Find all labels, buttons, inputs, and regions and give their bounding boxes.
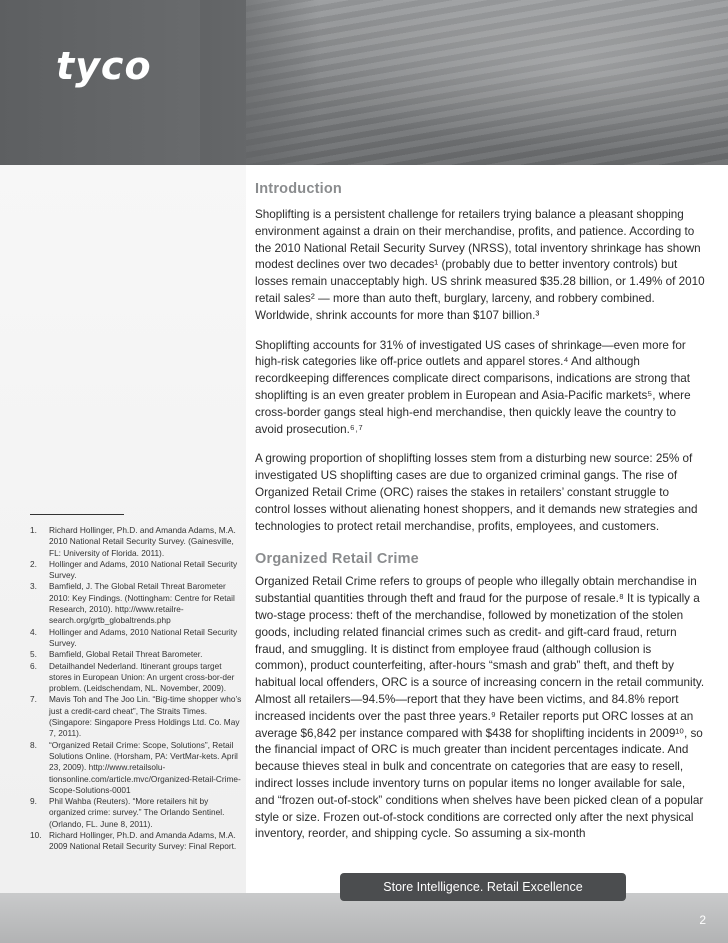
footnote-rule xyxy=(30,514,124,515)
footnote-text: Mavis Toh and The Joo Lin. “Big-time shopper who’s just a credit-card cheat”, The Straits Times. (Singapore: Singapore Press Holdings Ltd. Co. May 7, 2011). xyxy=(49,694,242,739)
intro-paragraph-3: A growing proportion of shoplifting losses stem from a disturbing new source: 25% of investigated US shoplifting cases are due to organized criminal gangs. The rise of Organized Retail Crime (ORC) raises the stakes in retailers’ constant struggle to control losses without alienating honest shoppers, and it demands new strategies and technologies to protect retail merchandise, profits, employees, and customers. xyxy=(255,452,698,533)
footnote-text: Bamfield, J. The Global Retail Threat Barometer 2010: Key Findings. (Nottingham: Centre for Retail Research, 2010). http://www.retailre-search.org/grtb_globaltrends.php xyxy=(49,581,235,626)
footnote-text: “Organized Retail Crime: Scope, Solutions”, Retail Solutions Online. (Horsham, PA: VertMar-kets. April 23, 2009). http://www.retailsolu-tionsonline.com/article.mvc/Organized-Retail-Crime-Scope-Solutions-0001 xyxy=(49,739,241,795)
footnote xyxy=(30,740,242,796)
footnote-text: Detailhandel Nederland. Itinerant groups target stores in European Union: An urgent cross-bor-der problem. (Leidschendam, NL. November, 2009). xyxy=(49,660,235,694)
footnote xyxy=(30,525,242,559)
footnote-number: 4. xyxy=(30,626,37,637)
tyco-logo: tyco xyxy=(56,44,152,88)
main-content xyxy=(255,181,705,843)
footnote xyxy=(30,627,242,650)
footnote-number: 1. xyxy=(30,525,37,535)
footnote xyxy=(30,796,242,830)
section-heading-introduction: Introduction xyxy=(255,181,342,197)
intro-paragraph-1: Shoplifting is a persistent challenge for retailers trying balance a pleasant shopping environment against a drain on their merchandise, profits, and patience. According to the 2010 National Retail Security Survey (NRSS), total inventory shrinkage has shown modest declines over two decades¹ (probably due to better inventory controls) but losses remain unacceptably high. US shrink measured $35.28 billion, or 1.49% of 2010 retail sales² — more than auto theft, burglary, larceny, and robbery combined. Worldwide, shrink accounts for more than $107 billion.³ xyxy=(255,208,705,322)
footnote xyxy=(30,649,242,660)
footnote-number: 5. xyxy=(30,649,37,660)
section-heading-orc: Organized Retail Crime xyxy=(255,551,419,568)
footnote-number: 3. xyxy=(30,581,37,592)
footnote xyxy=(30,694,242,739)
footnote-text: Richard Hollinger, Ph.D. and Amanda Adams, M.A. 2010 National Retail Security Survey. (Gainesville, FL: University of Florida. 2011). xyxy=(49,525,236,558)
footnote-text: Hollinger and Adams, 2010 National Retail Security Survey. xyxy=(49,626,238,648)
footnote-number: 9. xyxy=(30,796,37,807)
page-header xyxy=(0,0,728,165)
footnote-text: Phil Wahba (Reuters). “More retailers hit by organized crime: survey.” The Orlando Sentinel. (Orlando, FL. June 8, 2011). xyxy=(49,796,225,829)
footnote xyxy=(30,581,242,626)
footer-tagline: Store Intelligence. Retail Excellence xyxy=(340,873,626,901)
header-fade xyxy=(200,0,320,165)
footnote-number: 6. xyxy=(30,660,37,671)
footnote-text: Hollinger and Adams, 2010 National Retail Security Survey. xyxy=(49,558,238,581)
footnote-text: Bamfield, Global Retail Threat Barometer. xyxy=(49,649,203,660)
page-number: 2 xyxy=(699,913,706,927)
intro-paragraph-2: Shoplifting accounts for 31% of investigated US cases of shrinkage—even more for high-risk categories like off-price outlets and apparel stores.⁴ And although recordkeeping differences complicate direct comparisons, indications are strong that shoplifting is an even greater problem in European and Asia-Pacific markets⁵, where cross-border gangs steal high-end merchandise, then quickly leave the country to avoid prosecution.⁶˒⁷ xyxy=(255,338,691,436)
footnote xyxy=(30,830,242,853)
orc-paragraph-1: Organized Retail Crime refers to groups of people who illegally obtain merchandise in substantial quantities through theft and fraud for the purpose of resale.⁸ It is typically a two-stage process: theft of the merchandise, followed by monetization of the stolen goods, including related financial crimes such as credit- and gift-card fraud, return fraud, and smuggling. It is distinct from employee fraud (although collusion is common), product counterfeiting, after-hours “smash and grab” theft, and theft by habitual local offenders, ORC is a source of increasing concern in the retail community. Almost all retailers—94.5%—report that they have been victims, and 84.8% report increased incidents over the past three years.⁹ Retailer reports put ORC losses at an average $6,842 per instance compared with $438 for shoplifting incidents in 2009¹⁰, so the financial impact of ORC is much greater than incident percentages indicate. And because thieves steal in bulk and concentrate on categories that are easy to resell, indirect losses include inventory turns on popular items no longer available for sale, and “frozen out-of-stock” conditions when shelves have been picked clean of a popular style or size. Frozen out-of-stock conditions are corrected only after the next physical inventory, reorder, and shipping cycle. So assuming a six-month xyxy=(255,575,705,841)
footnote xyxy=(30,559,242,582)
footnote xyxy=(30,661,242,695)
footnote-number: 7. xyxy=(30,694,37,705)
footnote-number: 2. xyxy=(30,558,37,569)
footnote-number: 8. xyxy=(30,739,37,750)
footnote-list xyxy=(30,525,242,853)
footnote-number: 10. xyxy=(30,830,42,841)
footnote-text: Richard Hollinger, Ph.D. and Amanda Adams, M.A. 2009 National Retail Security Survey: Final Report. xyxy=(49,830,237,852)
